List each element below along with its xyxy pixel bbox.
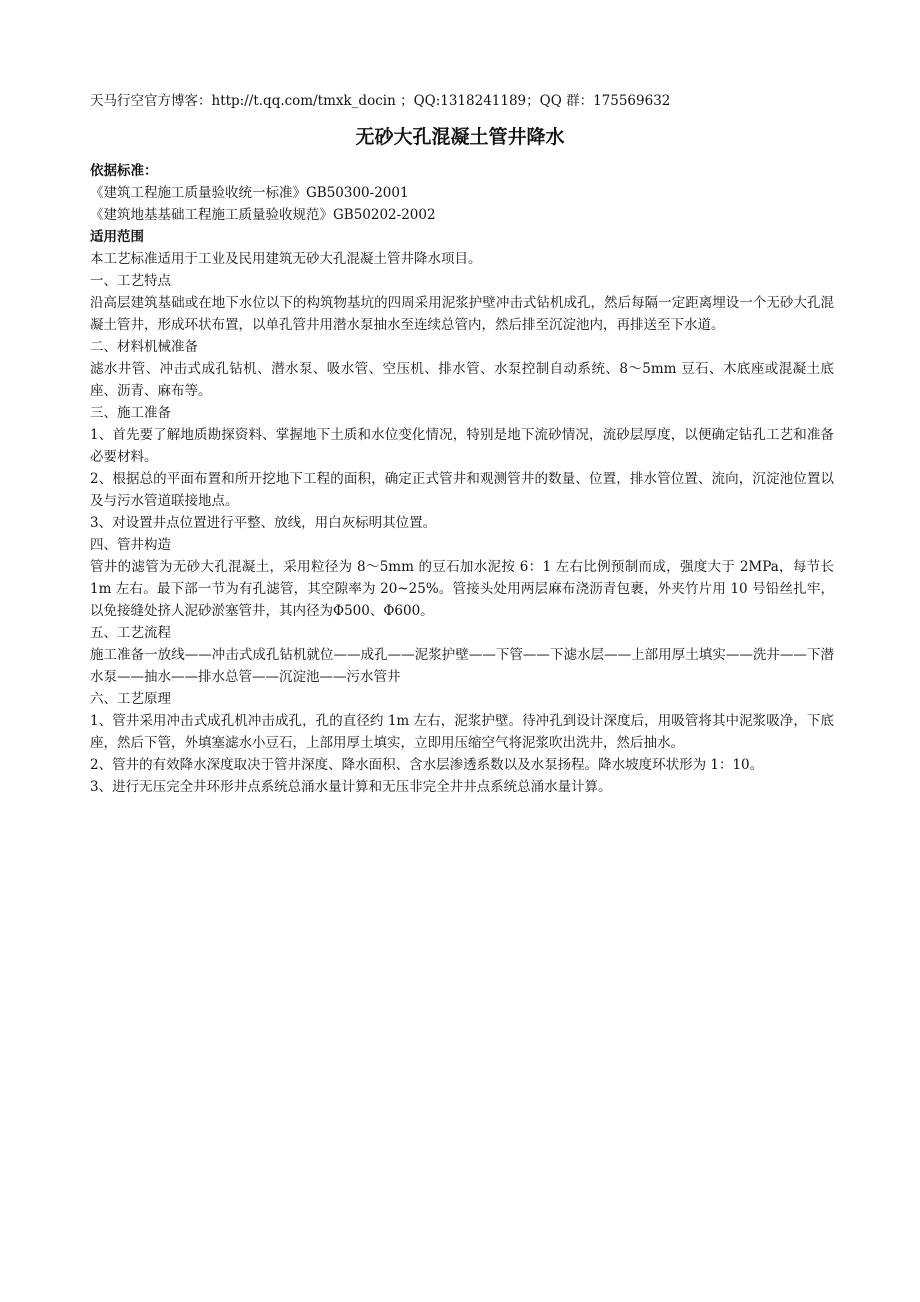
section-5-paragraph-1: 施工准备一放线——冲击式成孔钻机就位——成孔——泥浆护壁——下管——下滤水层——上部用厚土填实——洗井——下潜水泵——抽水——排水总管——沉淀池——污水管井 [90, 647, 834, 685]
blog-header-line: 天马行空官方博客：http://t.qq.com/tmxk_docin ；QQ:1318241189；QQ 群：175569632 [90, 93, 671, 109]
scope-heading: 适用范围 [90, 229, 144, 245]
section-heading-4: 四、管井构造 [90, 537, 171, 553]
section-heading-5: 五、工艺流程 [90, 625, 171, 641]
basis-item-1: 《建筑工程施工质量验收统一标准》GB50300-2001 [90, 185, 409, 201]
document-body [90, 160, 834, 798]
section-3-paragraph-2: 2、根据总的平面布置和所开挖地下工程的面积，确定正式管井和观测管井的数量、位置，排水管位置、流向，沉淀池位置以及与污水管道联接地点。 [90, 471, 834, 509]
section-1-paragraph-1: 沿高层建筑基础或在地下水位以下的构筑物基坑的四周采用泥浆护壁冲击式钻机成孔，然后每隔一定距离埋设一个无砂大孔混凝土管井，形成环状布置，以单孔管井用潜水泵抽水至连续总管内，然后排至沉淀池内，再排送至下水道。 [90, 295, 834, 333]
section-4-paragraph-1: 管井的滤管为无砂大孔混凝土，采用粒径为 8～5mm 的豆石加水泥按 6：1 左右比例预制而成，强度大于 2MPa，每节长 1m 左右。最下部一节为有孔滤管，其空隙率为 20~25%。管接头处用两层麻布浇沥青包裹，外夹竹片用 10 号铅丝扎牢，以免接缝处挤人泥砂淤塞管井，其内径为Φ500、Φ600。 [90, 559, 834, 619]
basis-heading: 依据标准： [90, 163, 158, 179]
scope-text: 本工艺标准适用于工业及民用建筑无砂大孔混凝土管井降水项目。 [90, 251, 482, 267]
section-6-paragraph-3: 3、进行无压完全井环形井点系统总涌水量计算和无压非完全井井点系统总涌水量计算。 [90, 779, 612, 795]
section-3-paragraph-3: 3、对设置井点位置进行平整、放线，用白灰标明其位置。 [90, 515, 437, 531]
section-heading-6: 六、工艺原理 [90, 691, 171, 707]
basis-item-2: 《建筑地基基础工程施工质量验收规范》GB50202-2002 [90, 207, 436, 223]
section-heading-1: 一、工艺特点 [90, 273, 171, 289]
section-6-paragraph-1: 1、管井采用冲击式成孔机冲击成孔，孔的直径约 1m 左右，泥浆护壁。待冲孔到设计深度后，用吸管将其中泥浆吸净，下底座，然后下管，外填塞滤水小豆石，上部用厚土填实，立即用压缩空气将泥浆吹出洗井，然后抽水。 [90, 713, 834, 751]
section-heading-2: 二、材料机械准备 [90, 339, 198, 355]
section-heading-3: 三、施工准备 [90, 405, 171, 421]
section-2-paragraph-1: 滤水井管、冲击式成孔钻机、潜水泵、吸水管、空压机、排水管、水泵控制自动系统、8～5mm 豆石、木底座或混凝土底座、沥青、麻布等。 [90, 361, 834, 399]
document-title: 无砂大孔混凝土管井降水 [355, 126, 565, 148]
section-6-paragraph-2: 2、管井的有效降水深度取决于管井深度、降水面积、含水层渗透系数以及水泵扬程。降水坡度环状形为 1：10。 [90, 757, 764, 773]
section-3-paragraph-1: 1、首先要了解地质勘探资料、掌握地下土质和水位变化情况，特别是地下流砂情况，流砂层厚度，以便确定钻孔工艺和准备必要材料。 [90, 427, 834, 465]
